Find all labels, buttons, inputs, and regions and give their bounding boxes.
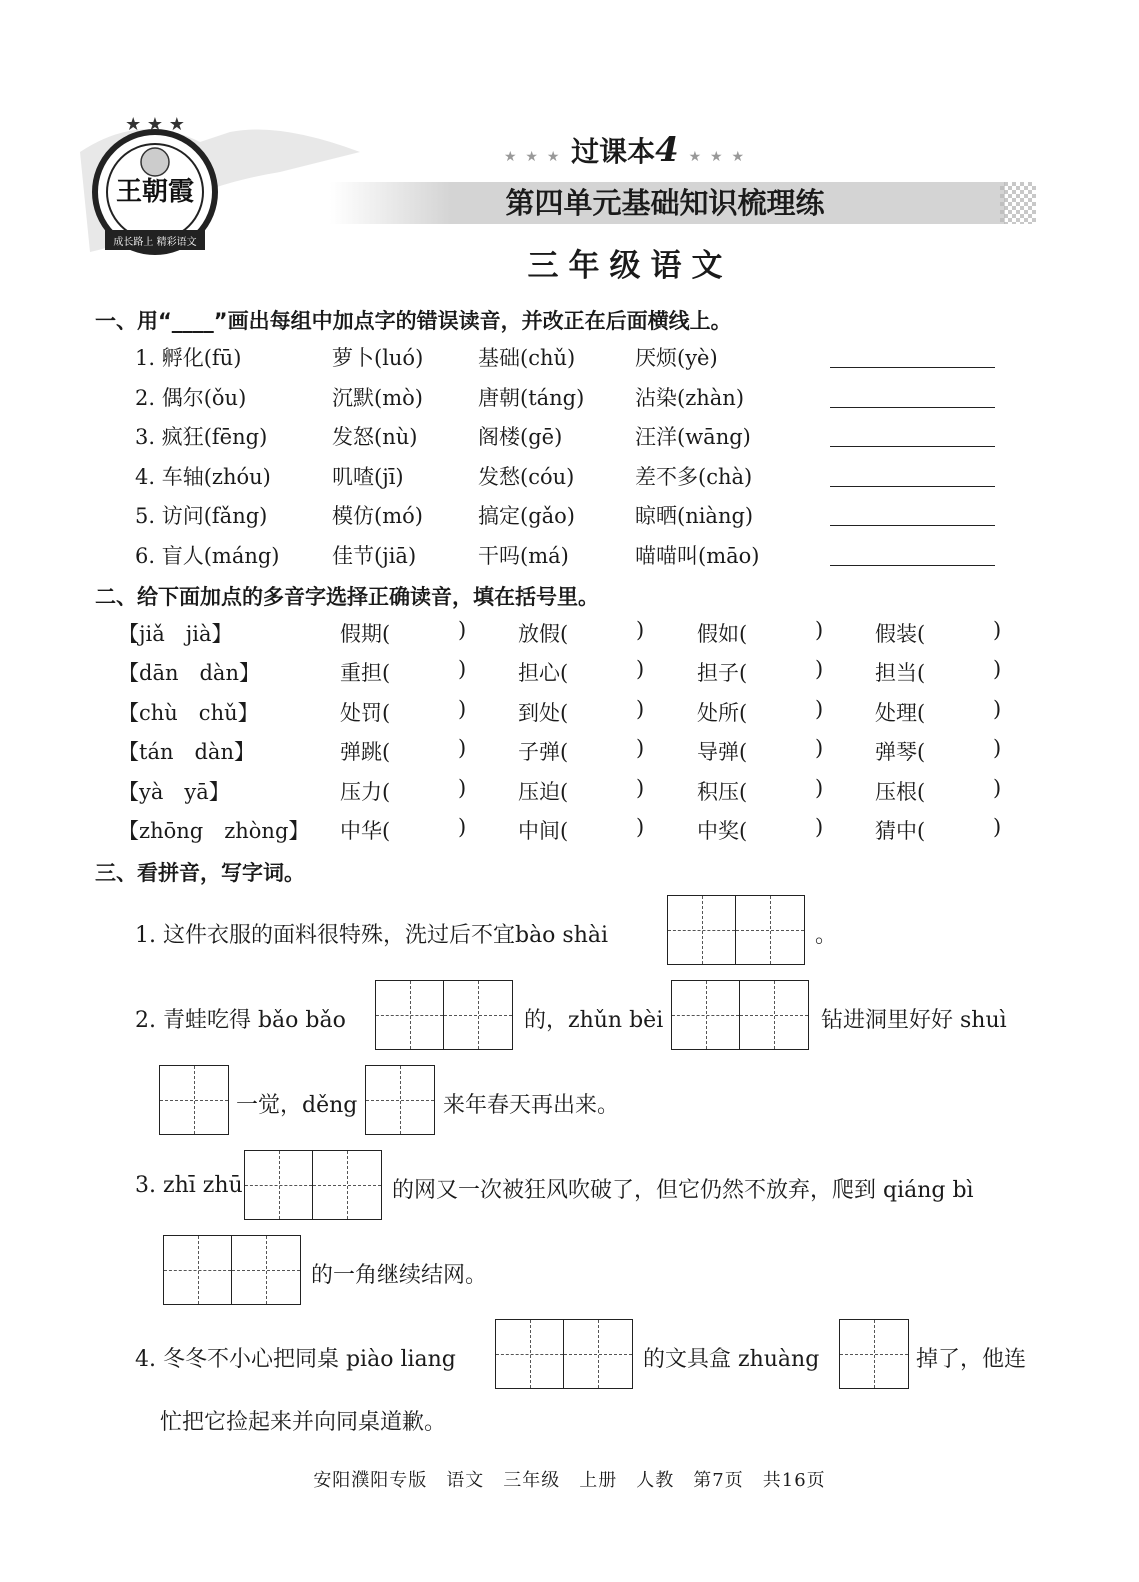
s2-answer-paren[interactable]: ) — [458, 776, 467, 800]
s2-answer-paren[interactable]: ) — [815, 697, 824, 721]
s2-answer-paren[interactable]: ) — [458, 736, 467, 760]
s2-word: 压迫( — [518, 780, 569, 804]
s2-word: 假期( — [340, 622, 391, 646]
s2-pinyin-options: 【zhōng zhòng】 — [118, 819, 310, 843]
s2-word: 猜中( — [875, 819, 926, 843]
s1-item: 搞定(gǎo) — [478, 504, 575, 528]
s2-answer-paren[interactable]: ) — [993, 736, 1002, 760]
s2-word: 中奖( — [697, 819, 748, 843]
writing-boxes[interactable] — [244, 1150, 382, 1220]
s2-answer-paren[interactable]: ) — [458, 618, 467, 642]
s2-answer-paren[interactable]: ) — [458, 697, 467, 721]
writing-boxes[interactable] — [839, 1319, 909, 1389]
s2-word: 假装( — [875, 622, 926, 646]
s1-item: 阁楼(gē) — [478, 425, 563, 449]
writing-boxes[interactable] — [671, 980, 809, 1050]
s1-item: 差不多(chà) — [635, 465, 753, 489]
s1-item: 佳节(jiā) — [332, 544, 417, 568]
s1-item: 5. 访问(fǎng) — [135, 504, 268, 528]
s2-answer-paren[interactable]: ) — [993, 776, 1002, 800]
series-text: 过课本 — [571, 135, 656, 168]
s1-item: 厌烦(yè) — [635, 346, 718, 370]
svg-text:成长路上 精彩语文: 成长路上 精彩语文 — [113, 237, 197, 248]
s2-answer-paren[interactable]: ) — [458, 815, 467, 839]
s1-item: 2. 偶尔(ǒu) — [135, 386, 247, 410]
s1-item: 发愁(cóu) — [478, 465, 575, 489]
s1-item: 3. 疯狂(fēng) — [135, 425, 268, 449]
s2-answer-paren[interactable]: ) — [993, 815, 1002, 839]
s1-item: 沉默(mò) — [332, 386, 423, 410]
s1-item: 1. 孵化(fū) — [135, 346, 242, 370]
q4-text-d: 忙把它捡起来并向同桌道歉。 — [160, 1410, 447, 1435]
brand-logo — [80, 112, 370, 262]
q1-end: 。 — [815, 923, 838, 948]
s2-word: 弹琴( — [875, 740, 926, 764]
s2-word: 放假( — [518, 622, 569, 646]
s1-item: 喵喵叫(māo) — [635, 544, 760, 568]
s1-item: 基础(chǔ) — [478, 346, 576, 370]
s2-word: 处罚( — [340, 701, 391, 725]
writing-boxes[interactable] — [365, 1065, 435, 1135]
s2-word: 担子( — [697, 661, 748, 685]
s2-word: 积压( — [697, 780, 748, 804]
s2-word: 假如( — [697, 622, 748, 646]
s2-answer-paren[interactable]: ) — [993, 657, 1002, 681]
s2-word: 导弹( — [697, 740, 748, 764]
answer-line[interactable] — [830, 406, 995, 408]
s1-item: 唐朝(táng) — [478, 386, 585, 410]
s2-answer-paren[interactable]: ) — [815, 657, 824, 681]
s2-answer-paren[interactable]: ) — [815, 736, 824, 760]
s2-word: 处理( — [875, 701, 926, 725]
answer-line[interactable] — [830, 524, 995, 526]
s2-word: 重担( — [340, 661, 391, 685]
answer-line[interactable] — [830, 366, 995, 368]
s2-pinyin-options: 【jiǎ jià】 — [118, 622, 233, 646]
section1-heading: 一、用“____”画出每组中加点字的错误读音，并改正在后面横线上。 — [95, 309, 732, 333]
s1-item: 叽喳(jī) — [332, 465, 404, 489]
s2-word: 处所( — [697, 701, 748, 725]
s1-item: 干吗(má) — [478, 544, 569, 568]
writing-boxes[interactable] — [495, 1319, 633, 1389]
s1-item: 发怒(nù) — [332, 425, 418, 449]
q2-text-a: 2. 青蛙吃得 bǎo bǎo — [135, 1008, 346, 1033]
s2-answer-paren[interactable]: ) — [636, 736, 645, 760]
s1-item: 沾染(zhàn) — [635, 386, 745, 410]
q3-text-b: 的网又一次被狂风吹破了，但它仍然不放弃，爬到 qiáng bì — [392, 1178, 974, 1203]
writing-boxes[interactable] — [667, 895, 805, 965]
s2-answer-paren[interactable]: ) — [815, 618, 824, 642]
s1-item: 晾晒(niàng) — [635, 504, 754, 528]
s2-word: 压根( — [875, 780, 926, 804]
s2-answer-paren[interactable]: ) — [636, 657, 645, 681]
stars-left: ★ ★ ★ — [504, 149, 562, 165]
page-title: 第四单元基础知识梳理练 — [505, 186, 825, 220]
s1-item: 4. 车轴(zhóu) — [135, 465, 271, 489]
writing-boxes[interactable] — [163, 1235, 301, 1305]
q2-text-d: 一觉，děng — [236, 1093, 358, 1118]
s1-item: 萝卜(luó) — [332, 346, 424, 370]
s2-word: 担当( — [875, 661, 926, 685]
series-label — [500, 130, 750, 170]
s2-word: 担心( — [518, 661, 569, 685]
q3-text-c: 的一角继续结网。 — [311, 1263, 488, 1288]
s2-word: 到处( — [518, 701, 569, 725]
s2-answer-paren[interactable]: ) — [636, 776, 645, 800]
q2-text-e: 来年春天再出来。 — [443, 1093, 620, 1118]
s2-pinyin-options: 【dān dàn】 — [118, 661, 260, 685]
s2-word: 弹跳( — [340, 740, 391, 764]
svg-text:王朝霞: 王朝霞 — [115, 177, 195, 207]
s1-item: 模仿(mó) — [332, 504, 423, 528]
section3-heading: 三、看拼音，写字词。 — [95, 861, 305, 885]
s2-answer-paren[interactable]: ) — [636, 815, 645, 839]
s2-word: 中华( — [340, 819, 391, 843]
s2-answer-paren[interactable]: ) — [993, 697, 1002, 721]
q1-text: 1. 这件衣服的面料很特殊，洗过后不宜bào shài — [135, 923, 609, 948]
svg-text:★ ★ ★: ★ ★ ★ — [125, 114, 185, 135]
s2-word: 压力( — [340, 780, 391, 804]
q3-text-a: 3. zhī zhū — [135, 1173, 243, 1198]
answer-line[interactable] — [830, 564, 995, 566]
s2-word: 中间( — [518, 819, 569, 843]
s2-answer-paren[interactable]: ) — [993, 618, 1002, 642]
writing-boxes[interactable] — [375, 980, 513, 1050]
s2-word: 子弹( — [518, 740, 569, 764]
s1-item: 6. 盲人(máng) — [135, 544, 280, 568]
s2-answer-paren[interactable]: ) — [636, 618, 645, 642]
answer-line[interactable] — [830, 485, 995, 487]
s2-pinyin-options: 【chù chǔ】 — [118, 701, 259, 725]
s1-item: 汪洋(wāng) — [635, 425, 751, 449]
q4-text-a: 4. 冬冬不小心把同桌 piào liang — [135, 1347, 456, 1372]
q4-text-b: 的文具盒 zhuàng — [643, 1347, 820, 1372]
s2-answer-paren[interactable]: ) — [815, 776, 824, 800]
s2-pinyin-options: 【yà yā】 — [118, 780, 230, 804]
s2-pinyin-options: 【tán dàn】 — [118, 740, 255, 764]
writing-boxes[interactable] — [159, 1065, 229, 1135]
s2-answer-paren[interactable]: ) — [636, 697, 645, 721]
q4-text-c: 掉了，他连 — [916, 1347, 1027, 1372]
s2-answer-paren[interactable]: ) — [815, 815, 824, 839]
banner-pattern — [1000, 182, 1036, 224]
stars-right: ★ ★ ★ — [688, 149, 746, 165]
s2-answer-paren[interactable]: ) — [458, 657, 467, 681]
page-subtitle: 三年级语文 — [527, 248, 733, 284]
answer-line[interactable] — [830, 445, 995, 447]
series-number: 4 — [655, 130, 679, 170]
section2-heading: 二、给下面加点的多音字选择正确读音，填在括号里。 — [95, 585, 599, 609]
page-footer: 安阳濮阳专版 语文 三年级 上册 人教 第7页 共16页 — [313, 1470, 826, 1491]
q2-text-b: 的，zhǔn bèi — [524, 1008, 664, 1033]
q2-text-c: 钻进洞里好好 shuì — [821, 1008, 1007, 1033]
